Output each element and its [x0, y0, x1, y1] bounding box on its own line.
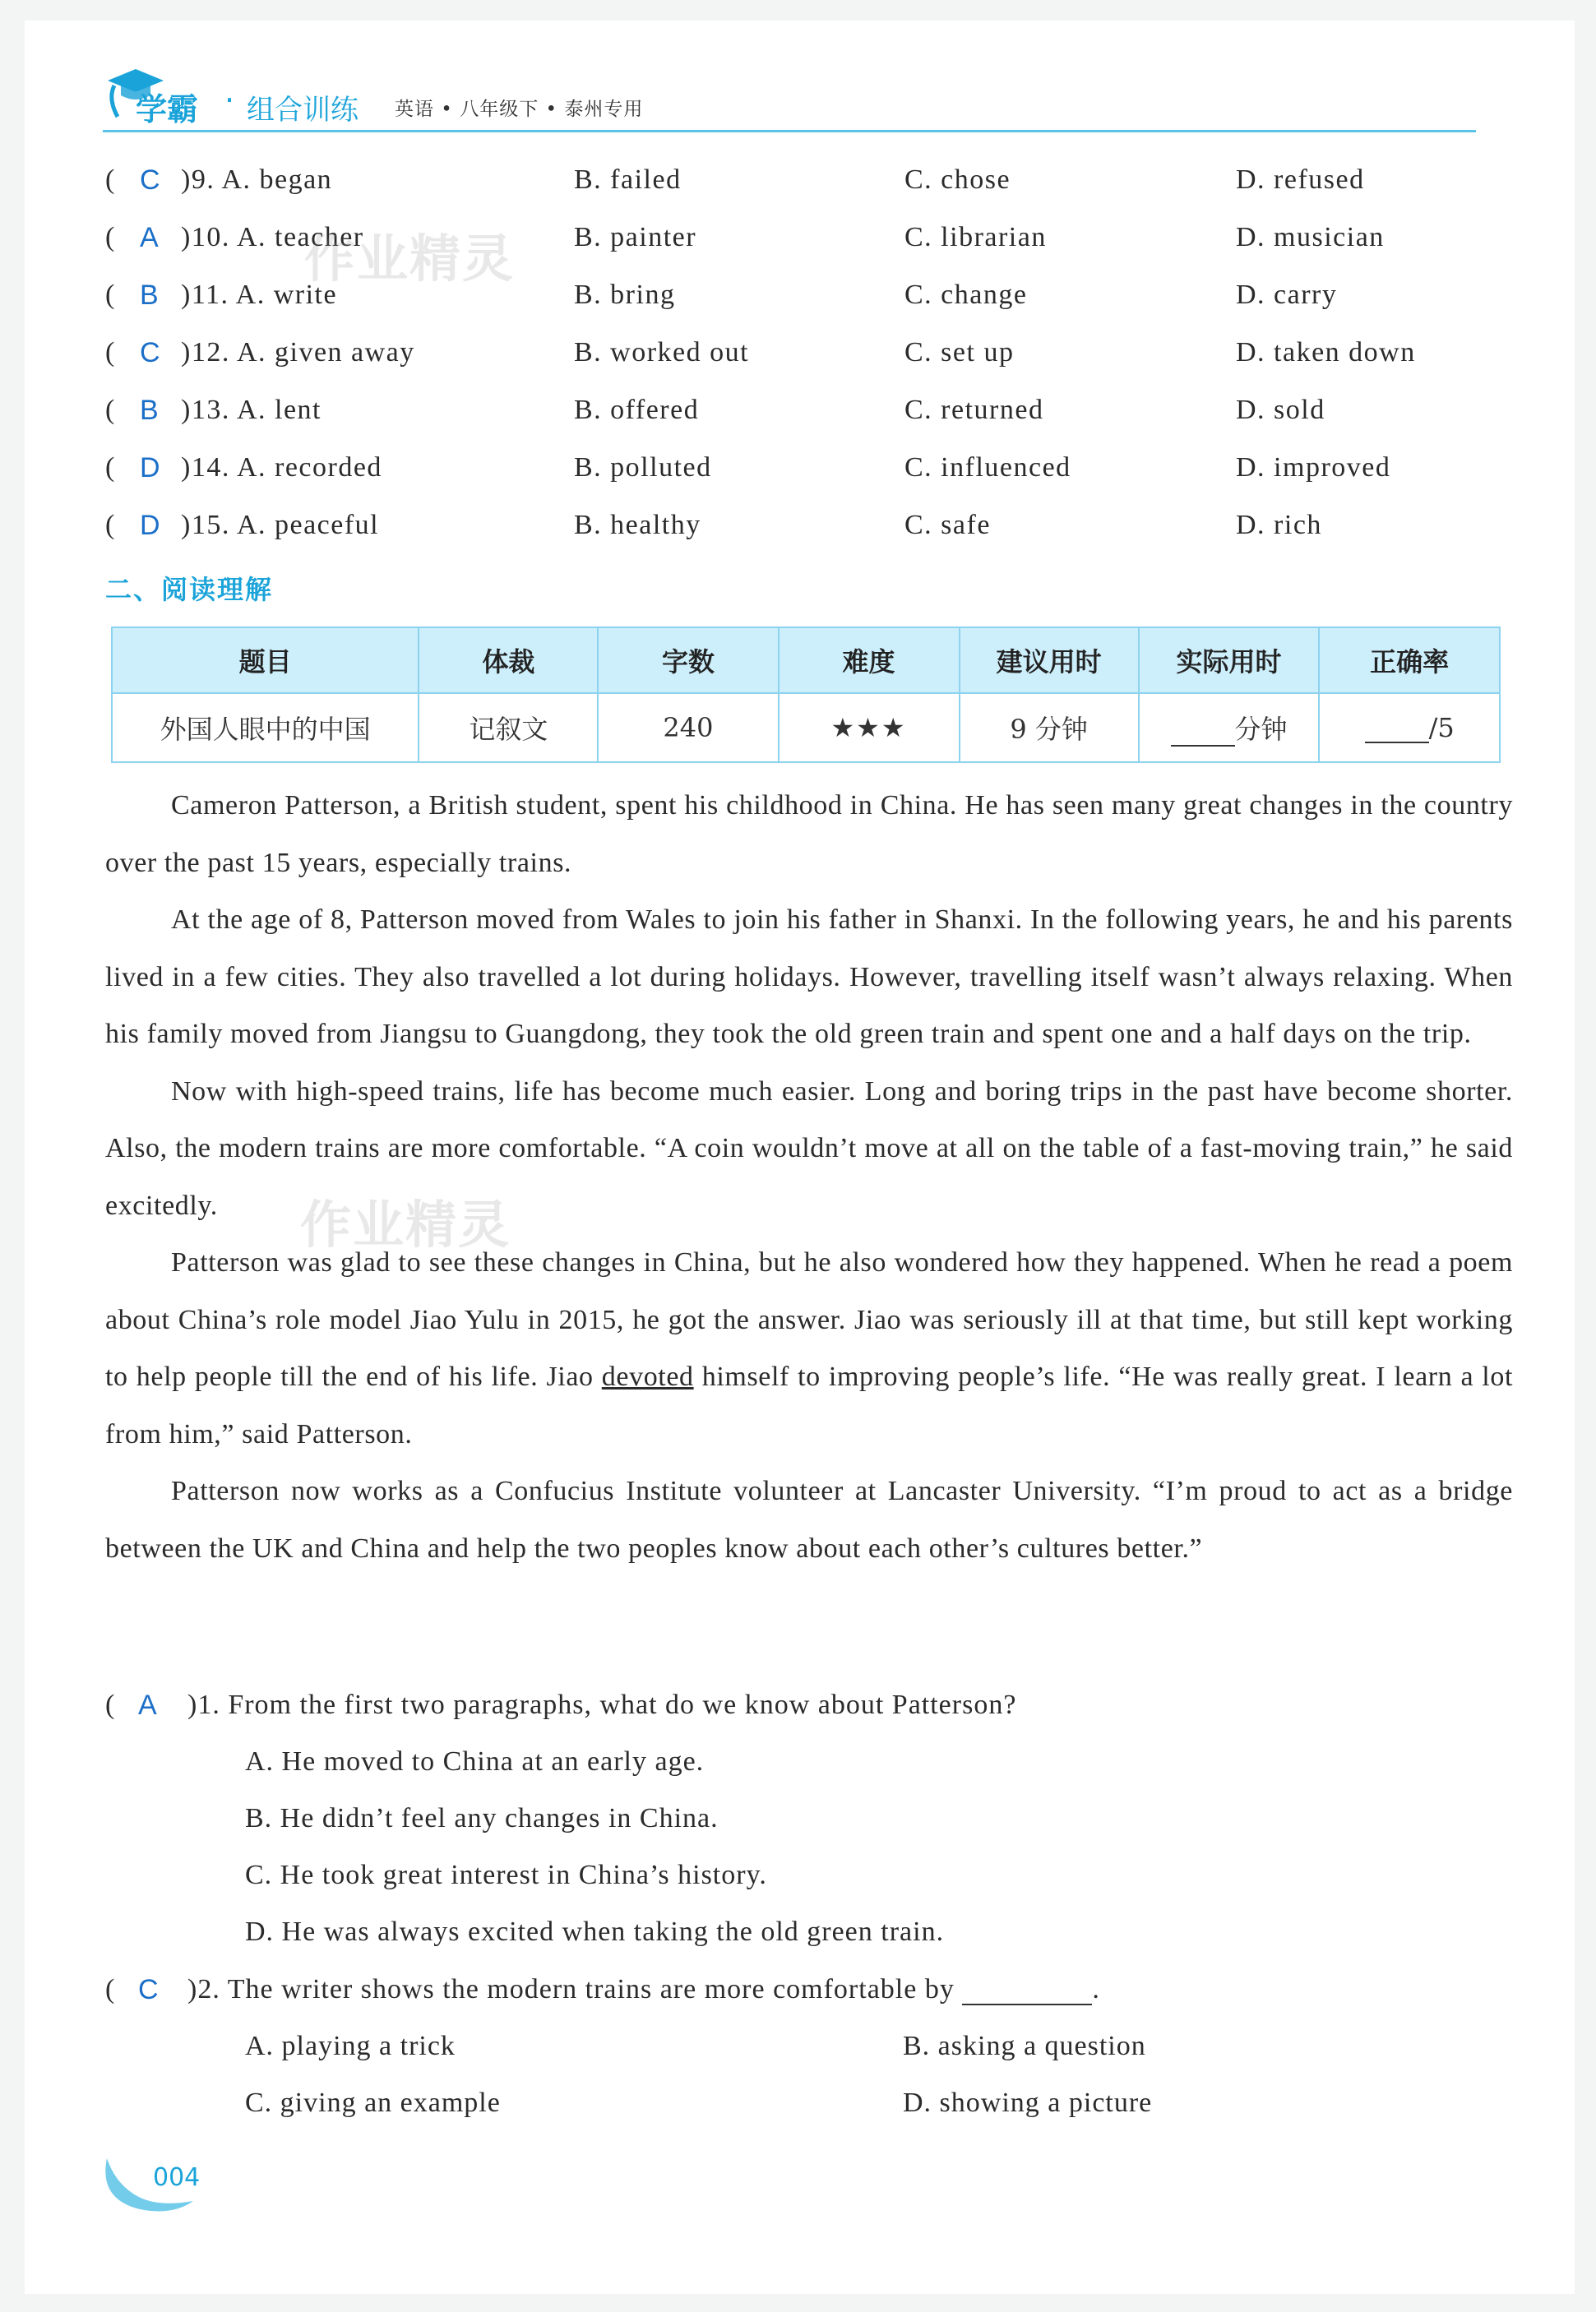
option-d: D. refused — [1236, 164, 1365, 195]
option-c: C. returned — [904, 395, 1044, 425]
paren: ( — [105, 222, 116, 252]
question-end: . — [1092, 1974, 1100, 2005]
question-text-wrap — [187, 1974, 1100, 2005]
option-d: D. improved — [1236, 452, 1391, 483]
column-header: 正确率 — [1319, 627, 1500, 693]
option-b: B. asking a question — [903, 2031, 1146, 2061]
option-c: C. set up — [904, 337, 1015, 368]
answer-letter: B — [140, 395, 160, 426]
option-d: D. taken down — [1236, 337, 1416, 368]
question-text: )2. The writer shows the modern trains are more comfortable by — [187, 1974, 955, 2005]
watermark: 作业精灵 — [300, 1195, 511, 1255]
option-b: B. bring — [574, 280, 676, 310]
reading-info-table — [111, 627, 1501, 763]
table-header-row — [112, 627, 1500, 693]
option-d: D. musician — [1236, 222, 1385, 252]
option-d: D. rich — [1236, 510, 1322, 540]
paragraph-4-text-b: himself to improving people’s life. “He was really great. I learn a lot from him,” said Patterson. — [105, 1362, 1513, 1450]
cloze-row — [105, 452, 1520, 510]
paren: ( — [105, 164, 116, 195]
question-text: )1. From the first two paragraphs, what do we know about Patterson? — [187, 1690, 1017, 1720]
cloze-row — [105, 395, 1520, 452]
option-a: )15. A. peaceful — [181, 510, 380, 540]
option-b: B. offered — [574, 395, 700, 425]
option-b: B. polluted — [574, 452, 712, 483]
option-a: )12. A. given away — [181, 337, 415, 368]
option-a: )11. A. write — [181, 280, 338, 310]
accuracy-blank[interactable] — [1365, 717, 1429, 743]
option-a: A. playing a trick — [245, 2031, 456, 2061]
answer-letter: C — [140, 337, 162, 368]
paren: ( — [105, 395, 116, 425]
option-c: C. librarian — [904, 222, 1047, 252]
paren: ( — [105, 337, 116, 368]
column-header: 题目 — [112, 627, 419, 693]
answer-letter: A — [138, 1690, 158, 1721]
option-a: )13. A. lent — [181, 395, 322, 425]
word-count-cell: 240 — [598, 693, 778, 762]
actual-time-blank[interactable] — [1171, 720, 1235, 747]
paren: ( — [105, 1974, 116, 2005]
series-name: 组合训练 — [247, 94, 359, 127]
accuracy-cell[interactable] — [1319, 693, 1500, 762]
column-header: 建议用时 — [960, 627, 1139, 693]
column-header: 体裁 — [419, 627, 598, 693]
option-c: C. safe — [904, 510, 991, 540]
answer-letter: D — [140, 452, 162, 483]
header-divider — [103, 130, 1476, 132]
option-a: )14. A. recorded — [181, 452, 382, 483]
question-2 — [105, 1974, 1513, 2015]
paren: ( — [105, 510, 116, 540]
watermark: 作业精灵 — [304, 229, 516, 289]
paragraph-2: At the age of 8, Patterson moved from Wales to join his father in Shanxi. In the following years, he and his parents lived in a few cities. They also travelled a lot during holidays. However, travelling itself wasn’t always relaxing. When his family moved from Jiangsu to Guangdong, they took the old green train and spent one and a half days on the trip. — [105, 904, 1513, 1049]
actual-time-cell[interactable] — [1139, 693, 1320, 762]
underlined-word: devoted — [601, 1362, 694, 1392]
actual-time-unit: 分钟 — [1234, 714, 1288, 745]
book-subtitle: 英语 • 八年级下 • 泰州专用 — [395, 99, 644, 120]
accuracy-total: /5 — [1428, 712, 1455, 743]
option-c: C. influenced — [904, 452, 1071, 483]
section-title: 二、阅读理解 — [105, 574, 274, 605]
reading-passage — [105, 777, 1513, 1577]
paragraph-5: Patterson now works as a Confucius Institute volunteer at Lancaster University. “I’m proud to act as a bridge between the UK and China and help the two peoples know about each other’s cultures better.” — [105, 1476, 1513, 1564]
option-d: D. showing a picture — [903, 2088, 1153, 2118]
page-header — [103, 66, 1476, 136]
paragraph-1: Cameron Patterson, a British student, spent his childhood in China. He has seen many great changes in the country over the past 15 years, especially trains. — [105, 790, 1513, 878]
option-b: B. failed — [574, 164, 682, 195]
option-a: A. He moved to China at an early age. — [245, 1746, 705, 1777]
paragraph-4 — [105, 1234, 1513, 1463]
difficulty-stars: ★★★ — [779, 693, 960, 762]
answer-letter: B — [140, 280, 160, 311]
column-header: 字数 — [598, 627, 778, 693]
table-row — [112, 693, 1500, 762]
paren: ( — [105, 452, 116, 483]
cloze-row — [105, 164, 1520, 222]
suggested-time-cell: 9 分钟 — [960, 693, 1139, 762]
cloze-row — [105, 337, 1520, 395]
cloze-row — [105, 510, 1520, 567]
option-c: C. chose — [904, 164, 1011, 195]
page-number-badge — [99, 2150, 201, 2216]
brand-separator: · — [224, 82, 235, 118]
paren: ( — [105, 1690, 116, 1720]
option-d: D. He was always excited when taking the old green train. — [245, 1917, 945, 1947]
paragraph-4-text-a: Patterson was glad to see these changes in China, but he also wondered how they happened. When he read a poem about China’s role model Jiao Yulu in 2015, he got the answer. Jiao was seriously ill at that time, but still kept working to help people till the end of his life. Jiao — [105, 1247, 1513, 1392]
passage-title-cell: 外国人眼中的中国 — [112, 693, 419, 762]
paragraph-3: Now with high-speed trains, life has become much easier. Long and boring trips in the past have become shorter. Also, the modern trains are more comfortable. “A coin wouldn’t move at all on the table of a fast-moving train,” he said excitedly. — [105, 1075, 1513, 1221]
page-number: 004 — [153, 2163, 201, 2192]
answer-letter: C — [140, 164, 162, 196]
column-header: 实际用时 — [1139, 627, 1320, 693]
option-c: C. change — [904, 280, 1028, 310]
answer-letter: A — [140, 222, 160, 253]
option-b: B. He didn’t feel any changes in China. — [245, 1803, 719, 1833]
option-a: )10. A. teacher — [181, 222, 364, 252]
brand-name: 学霸 — [136, 91, 199, 127]
answer-letter: C — [138, 1974, 160, 2005]
option-b: B. worked out — [574, 337, 750, 368]
paren: ( — [105, 280, 116, 310]
question-1 — [105, 1690, 1513, 1731]
column-header: 难度 — [779, 627, 960, 693]
option-b: B. painter — [574, 222, 697, 252]
option-b: B. healthy — [574, 510, 701, 540]
option-a: )9. A. began — [181, 164, 333, 195]
option-d: D. sold — [1236, 395, 1325, 425]
option-d: D. carry — [1236, 280, 1338, 310]
option-c: C. He took great interest in China’s history. — [245, 1860, 767, 1890]
answer-letter: D — [140, 510, 162, 541]
genre-cell: 记叙文 — [419, 693, 598, 762]
option-c: C. giving an example — [245, 2088, 501, 2118]
answer-blank[interactable] — [962, 1979, 1092, 2005]
